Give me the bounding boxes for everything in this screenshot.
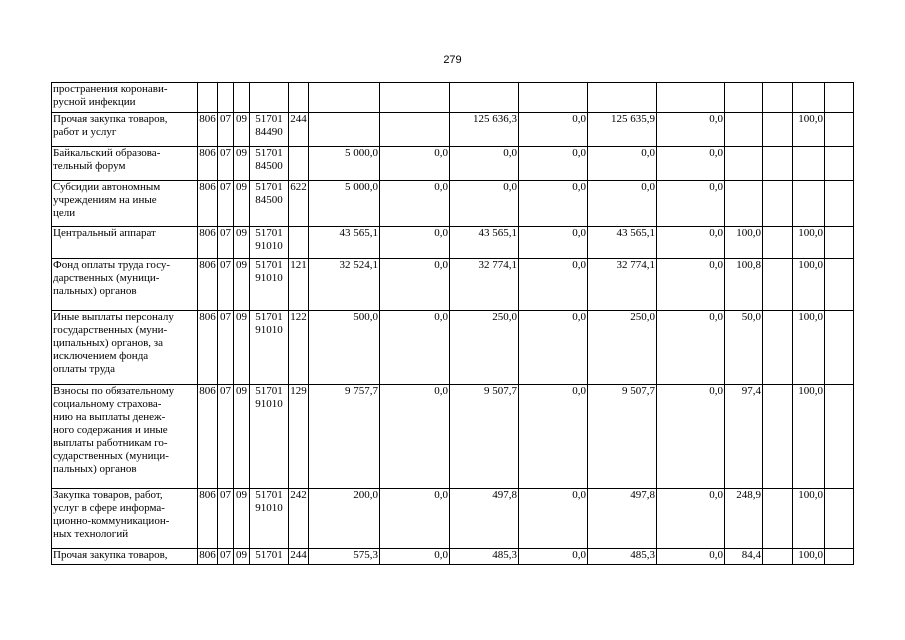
table-row	[52, 83, 854, 113]
amount-cell: 0,0	[380, 259, 450, 311]
ved-code-cell	[198, 83, 218, 113]
target-article-code-line: 91010	[255, 398, 283, 410]
section-code-cell: 07	[218, 181, 234, 227]
ved-code-cell: 806	[198, 549, 218, 565]
target-article-code-cell	[250, 489, 289, 549]
row-name-cell	[52, 181, 198, 227]
percent-cell: 100,0	[793, 113, 825, 147]
row-name-line: ципальных) органов, за	[53, 337, 164, 349]
target-article-code-line: 84500	[255, 194, 283, 206]
row-name-line: пальных) органов	[53, 463, 137, 475]
subsection-code-cell: 09	[234, 227, 250, 259]
expense-type-code-cell: 121	[289, 259, 309, 311]
target-article-code-line: 51701	[255, 227, 283, 239]
percent-cell: 100,8	[725, 259, 763, 311]
target-article-code-line: 91010	[255, 272, 283, 284]
amount-cell: 5 000,0	[309, 147, 380, 181]
amount-cell: 32 774,1	[588, 259, 657, 311]
amount-cell: 9 507,7	[450, 385, 519, 489]
budget-table	[51, 82, 854, 565]
row-name-line: услуг в сфере информа-	[53, 502, 165, 514]
amount-cell	[309, 83, 380, 113]
target-article-code-line: 51701	[255, 311, 283, 323]
row-name-line: Иные выплаты персоналу	[53, 311, 174, 323]
target-article-code-line: 51701	[255, 549, 283, 561]
ved-code-cell: 806	[198, 489, 218, 549]
percent-cell: 248,9	[725, 489, 763, 549]
amount-cell: 0,0	[519, 385, 588, 489]
row-name-cell	[52, 83, 198, 113]
row-name-cell	[52, 113, 198, 147]
ved-code-cell: 806	[198, 259, 218, 311]
amount-cell: 575,3	[309, 549, 380, 565]
row-name-line: Прочая закупка товаров,	[53, 113, 168, 125]
empty-cell	[825, 311, 854, 385]
percent-cell: 100,0	[793, 259, 825, 311]
amount-cell	[588, 83, 657, 113]
empty-cell	[763, 311, 793, 385]
percent-cell: 84,4	[725, 549, 763, 565]
target-article-code-cell	[250, 227, 289, 259]
section-code-cell: 07	[218, 113, 234, 147]
row-name-line: пальных) органов	[53, 285, 137, 297]
amount-cell: 0,0	[380, 549, 450, 565]
target-article-code-line: 84490	[255, 126, 283, 138]
empty-cell	[763, 259, 793, 311]
empty-cell	[825, 113, 854, 147]
percent-cell	[725, 147, 763, 181]
ved-code-cell: 806	[198, 147, 218, 181]
percent-cell: 100,0	[793, 311, 825, 385]
percent-cell: 100,0	[725, 227, 763, 259]
amount-cell: 125 636,3	[450, 113, 519, 147]
percent-cell: 100,0	[793, 227, 825, 259]
amount-cell: 0,0	[657, 259, 725, 311]
percent-cell: 50,0	[725, 311, 763, 385]
empty-cell	[825, 489, 854, 549]
empty-cell	[825, 147, 854, 181]
row-name-line: Взносы по обязательному	[53, 385, 175, 397]
row-name-cell	[52, 385, 198, 489]
subsection-code-cell: 09	[234, 113, 250, 147]
amount-cell	[657, 83, 725, 113]
section-code-cell: 07	[218, 549, 234, 565]
amount-cell: 9 757,7	[309, 385, 380, 489]
amount-cell: 43 565,1	[450, 227, 519, 259]
row-name-line: Субсидии автономным	[53, 181, 161, 193]
empty-cell	[825, 385, 854, 489]
row-name-line: ного содержания и иные	[53, 424, 168, 436]
amount-cell: 250,0	[588, 311, 657, 385]
amount-cell	[309, 113, 380, 147]
empty-cell	[763, 113, 793, 147]
ved-code-cell: 806	[198, 311, 218, 385]
amount-cell: 0,0	[657, 147, 725, 181]
amount-cell: 0,0	[657, 181, 725, 227]
target-article-code-line: 91010	[255, 502, 283, 514]
amount-cell: 200,0	[309, 489, 380, 549]
row-name-cell	[52, 311, 198, 385]
amount-cell: 43 565,1	[588, 227, 657, 259]
target-article-code-line: 51701	[255, 113, 283, 125]
row-name-line: пространения коронави-	[53, 83, 168, 95]
percent-cell: 97,4	[725, 385, 763, 489]
percent-cell	[793, 181, 825, 227]
row-name-line: нию на выплаты денеж-	[53, 411, 166, 423]
subsection-code-cell: 09	[234, 147, 250, 181]
row-name-cell	[52, 259, 198, 311]
row-name-line: социальному страхова-	[53, 398, 162, 410]
row-name-line: Закупка товаров, работ,	[53, 489, 163, 501]
row-name-cell	[52, 549, 198, 565]
expense-type-code-cell	[289, 147, 309, 181]
section-code-cell: 07	[218, 227, 234, 259]
row-name-line: работ и услуг	[53, 126, 117, 138]
percent-cell: 100,0	[793, 385, 825, 489]
target-article-code-cell	[250, 549, 289, 565]
table-row	[52, 227, 854, 259]
amount-cell: 0,0	[380, 181, 450, 227]
target-article-code-line: 51701	[255, 147, 283, 159]
expense-type-code-cell	[289, 227, 309, 259]
amount-cell: 0,0	[657, 311, 725, 385]
table-row	[52, 549, 854, 565]
amount-cell: 0,0	[519, 489, 588, 549]
amount-cell	[450, 83, 519, 113]
empty-cell	[825, 83, 854, 113]
amount-cell: 497,8	[588, 489, 657, 549]
amount-cell: 32 524,1	[309, 259, 380, 311]
table-row	[52, 489, 854, 549]
table-row	[52, 311, 854, 385]
amount-cell: 0,0	[380, 385, 450, 489]
row-name-line: выплаты работникам го-	[53, 437, 168, 449]
expense-type-code-cell: 622	[289, 181, 309, 227]
amount-cell: 43 565,1	[309, 227, 380, 259]
target-article-code-cell	[250, 113, 289, 147]
row-name-cell	[52, 489, 198, 549]
percent-cell	[725, 113, 763, 147]
target-article-code-cell	[250, 181, 289, 227]
empty-cell	[763, 181, 793, 227]
percent-cell: 100,0	[793, 549, 825, 565]
percent-cell	[793, 83, 825, 113]
table-row	[52, 147, 854, 181]
amount-cell: 32 774,1	[450, 259, 519, 311]
target-article-code-cell	[250, 311, 289, 385]
amount-cell	[519, 83, 588, 113]
amount-cell: 0,0	[380, 147, 450, 181]
empty-cell	[763, 489, 793, 549]
empty-cell	[825, 259, 854, 311]
row-name-line: учреждениям на иные	[53, 194, 157, 206]
empty-cell	[763, 227, 793, 259]
row-name-line: ных технологий	[53, 528, 129, 540]
target-article-code-line: 51701	[255, 385, 283, 397]
table-row	[52, 113, 854, 147]
amount-cell: 5 000,0	[309, 181, 380, 227]
row-name-line: ционно-коммуникацион-	[53, 515, 170, 527]
percent-cell: 100,0	[793, 489, 825, 549]
amount-cell: 500,0	[309, 311, 380, 385]
amount-cell: 0,0	[657, 385, 725, 489]
subsection-code-cell: 09	[234, 489, 250, 549]
subsection-code-cell: 09	[234, 181, 250, 227]
ved-code-cell: 806	[198, 385, 218, 489]
amount-cell: 0,0	[657, 549, 725, 565]
row-name-line: государственных (муни-	[53, 324, 168, 336]
target-article-code-line: 91010	[255, 240, 283, 252]
empty-cell	[763, 147, 793, 181]
expense-type-code-cell: 129	[289, 385, 309, 489]
section-code-cell: 07	[218, 147, 234, 181]
page-number: 279	[443, 54, 462, 66]
section-code-cell: 07	[218, 489, 234, 549]
empty-cell	[763, 385, 793, 489]
amount-cell: 0,0	[657, 227, 725, 259]
row-name-cell	[52, 147, 198, 181]
amount-cell: 0,0	[519, 147, 588, 181]
amount-cell: 0,0	[450, 147, 519, 181]
target-article-code-cell	[250, 259, 289, 311]
amount-cell: 0,0	[519, 311, 588, 385]
table-body	[52, 83, 854, 565]
row-name-line: тельный форум	[53, 160, 126, 172]
section-code-cell: 07	[218, 259, 234, 311]
target-article-code-line: 91010	[255, 324, 283, 336]
amount-cell: 0,0	[380, 227, 450, 259]
amount-cell: 0,0	[380, 489, 450, 549]
ved-code-cell: 806	[198, 113, 218, 147]
empty-cell	[825, 181, 854, 227]
section-code-cell: 07	[218, 311, 234, 385]
target-article-code-cell	[250, 83, 289, 113]
subsection-code-cell	[234, 83, 250, 113]
table-row	[52, 259, 854, 311]
expense-type-code-cell: 244	[289, 549, 309, 565]
amount-cell	[380, 83, 450, 113]
row-name-line: исключением фонда	[53, 350, 149, 362]
amount-cell: 0,0	[657, 489, 725, 549]
target-article-code-line: 51701	[255, 489, 283, 501]
subsection-code-cell: 09	[234, 549, 250, 565]
row-name-line: цели	[53, 207, 76, 219]
amount-cell: 0,0	[519, 181, 588, 227]
amount-cell	[380, 113, 450, 147]
subsection-code-cell: 09	[234, 259, 250, 311]
amount-cell: 0,0	[519, 259, 588, 311]
amount-cell: 250,0	[450, 311, 519, 385]
ved-code-cell: 806	[198, 227, 218, 259]
target-article-code-cell	[250, 385, 289, 489]
row-name-line: сударственных (муници-	[53, 450, 169, 462]
amount-cell: 125 635,9	[588, 113, 657, 147]
amount-cell: 0,0	[657, 113, 725, 147]
row-name-line: Фонд оплаты труда госу-	[53, 259, 171, 271]
amount-cell: 0,0	[450, 181, 519, 227]
percent-cell	[725, 181, 763, 227]
section-code-cell	[218, 83, 234, 113]
amount-cell: 485,3	[450, 549, 519, 565]
empty-cell	[825, 549, 854, 565]
amount-cell: 0,0	[519, 227, 588, 259]
amount-cell: 0,0	[380, 311, 450, 385]
table-row	[52, 385, 854, 489]
subsection-code-cell: 09	[234, 311, 250, 385]
amount-cell: 497,8	[450, 489, 519, 549]
percent-cell	[725, 83, 763, 113]
target-article-code-cell	[250, 147, 289, 181]
row-name-line: оплаты труда	[53, 363, 116, 375]
row-name-line: Байкальский образова-	[53, 147, 161, 159]
expense-type-code-cell: 122	[289, 311, 309, 385]
target-article-code-line: 84500	[255, 160, 283, 172]
empty-cell	[825, 227, 854, 259]
subsection-code-cell: 09	[234, 385, 250, 489]
row-name-line: Прочая закупка товаров,	[53, 549, 168, 561]
target-article-code-line: 51701	[255, 259, 283, 271]
row-name-line: дарственных (муници-	[53, 272, 160, 284]
expense-type-code-cell: 244	[289, 113, 309, 147]
row-name-cell	[52, 227, 198, 259]
ved-code-cell: 806	[198, 181, 218, 227]
section-code-cell: 07	[218, 385, 234, 489]
amount-cell: 0,0	[519, 113, 588, 147]
percent-cell	[793, 147, 825, 181]
amount-cell: 9 507,7	[588, 385, 657, 489]
table-row	[52, 181, 854, 227]
empty-cell	[763, 549, 793, 565]
amount-cell: 0,0	[588, 147, 657, 181]
expense-type-code-cell	[289, 83, 309, 113]
amount-cell: 0,0	[588, 181, 657, 227]
expense-type-code-cell: 242	[289, 489, 309, 549]
empty-cell	[763, 83, 793, 113]
amount-cell: 485,3	[588, 549, 657, 565]
target-article-code-line: 51701	[255, 181, 283, 193]
row-name-line: русной инфекции	[53, 96, 136, 108]
row-name-line: Центральный аппарат	[53, 227, 156, 239]
amount-cell: 0,0	[519, 549, 588, 565]
